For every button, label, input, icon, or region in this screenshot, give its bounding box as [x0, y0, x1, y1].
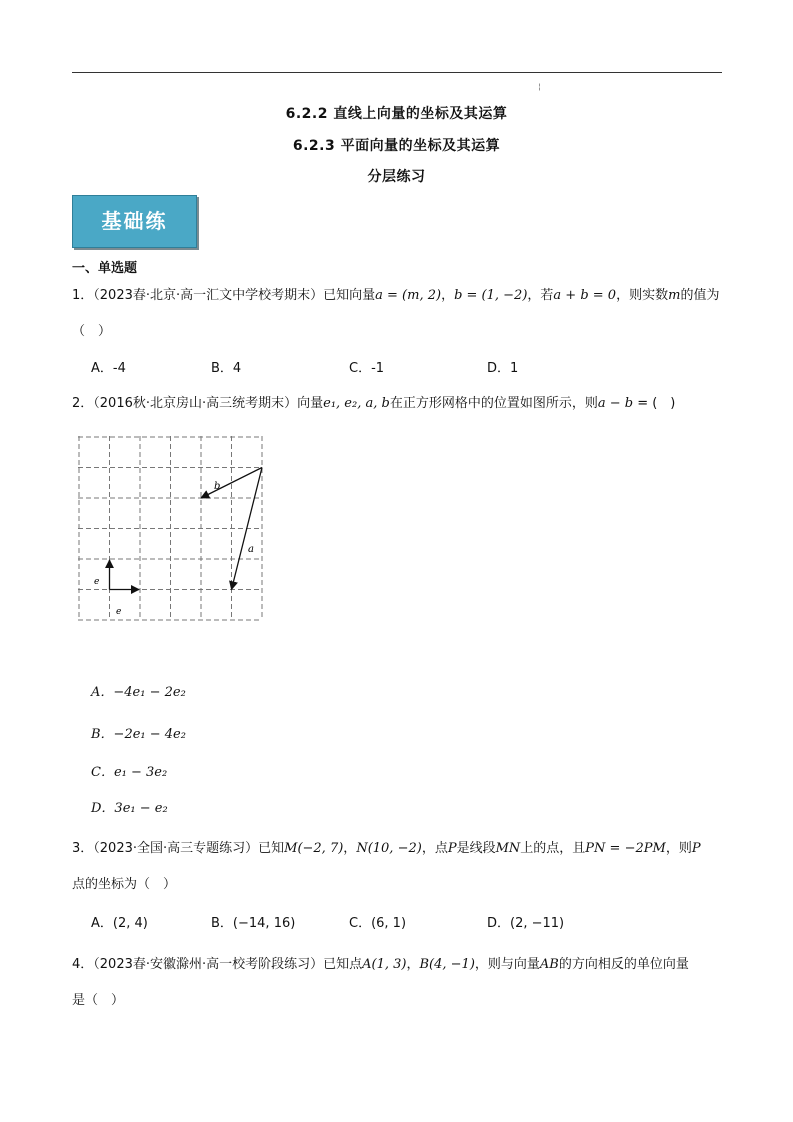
- q1-option-c[interactable]: C．-1: [349, 361, 385, 376]
- q2-option-a[interactable]: A．−4e₁ − 2e₂: [91, 685, 186, 700]
- title-3: 分层练习: [367, 169, 426, 185]
- q3-condition: PN = −2PM: [585, 841, 666, 856]
- q3-option-d[interactable]: D．(2, −11): [487, 916, 565, 931]
- q1-option-d[interactable]: D．1: [487, 361, 519, 376]
- label-b: b: [214, 481, 221, 492]
- label-e2: e: [94, 577, 100, 587]
- question-4: 4．（2023春·安徽滁州·高一校考阶段练习）已知点A(1, 3)，B(4, −1)，则与向量AB的方向相反的单位向量: [72, 957, 689, 972]
- q3-option-c[interactable]: C．(6, 1): [349, 916, 407, 931]
- q1-condition: a + b = 0: [553, 288, 617, 303]
- question-2: 2．（2016秋·北京房山·高三统考期末）向量e₁, e₂, a, b在正方形网格中的位置如图所示，则a − b = ( ): [72, 396, 676, 411]
- question-1: 1．（2023春·北京·高一汇文中学校考期末）已知向量a = (m, 2)，b = (1, −2)，若a + b = 0，则实数m的值为: [72, 288, 720, 303]
- grid-lines: [78, 436, 262, 620]
- question-1-paren: （ ）: [72, 324, 112, 339]
- top-rule: [72, 72, 722, 73]
- vector-grid-figure: [78, 436, 264, 622]
- q2-option-d[interactable]: D．3e₁ − e₂: [91, 801, 168, 816]
- question-3-line2: 点的坐标为（ ）: [72, 877, 177, 892]
- title-2: 6.2.3 平面向量的坐标及其运算: [292, 138, 501, 154]
- page-mark: ¦: [538, 82, 541, 91]
- title-1: 6.2.2 直线上向量的坐标及其运算: [285, 106, 508, 122]
- label-e1: e: [116, 607, 122, 617]
- q3-option-a[interactable]: A．(2, 4): [91, 916, 148, 931]
- q1-vector-b: b = (1, −2): [454, 288, 528, 303]
- section-heading: 一、单选题: [72, 261, 138, 276]
- q1-vector-a: a = (m, 2): [375, 288, 442, 303]
- q2-option-b[interactable]: B．−2e₁ − 4e₂: [91, 727, 186, 742]
- question-4-line2: 是（ ）: [72, 993, 125, 1008]
- q2-option-c[interactable]: C．e₁ − 3e₂: [91, 765, 168, 780]
- section-badge: 基础练: [72, 195, 197, 248]
- q3-option-b[interactable]: B．(−14, 16): [211, 916, 296, 931]
- q1-option-a[interactable]: A．-4: [91, 361, 126, 376]
- question-3: 3．（2023·全国·高三专题练习）已知M(−2, 7)，N(10, −2)，点P是线段MN上的点，且PN = −2PM，则P: [72, 841, 701, 856]
- label-a: a: [248, 544, 254, 555]
- q1-option-b[interactable]: B．4: [211, 361, 242, 376]
